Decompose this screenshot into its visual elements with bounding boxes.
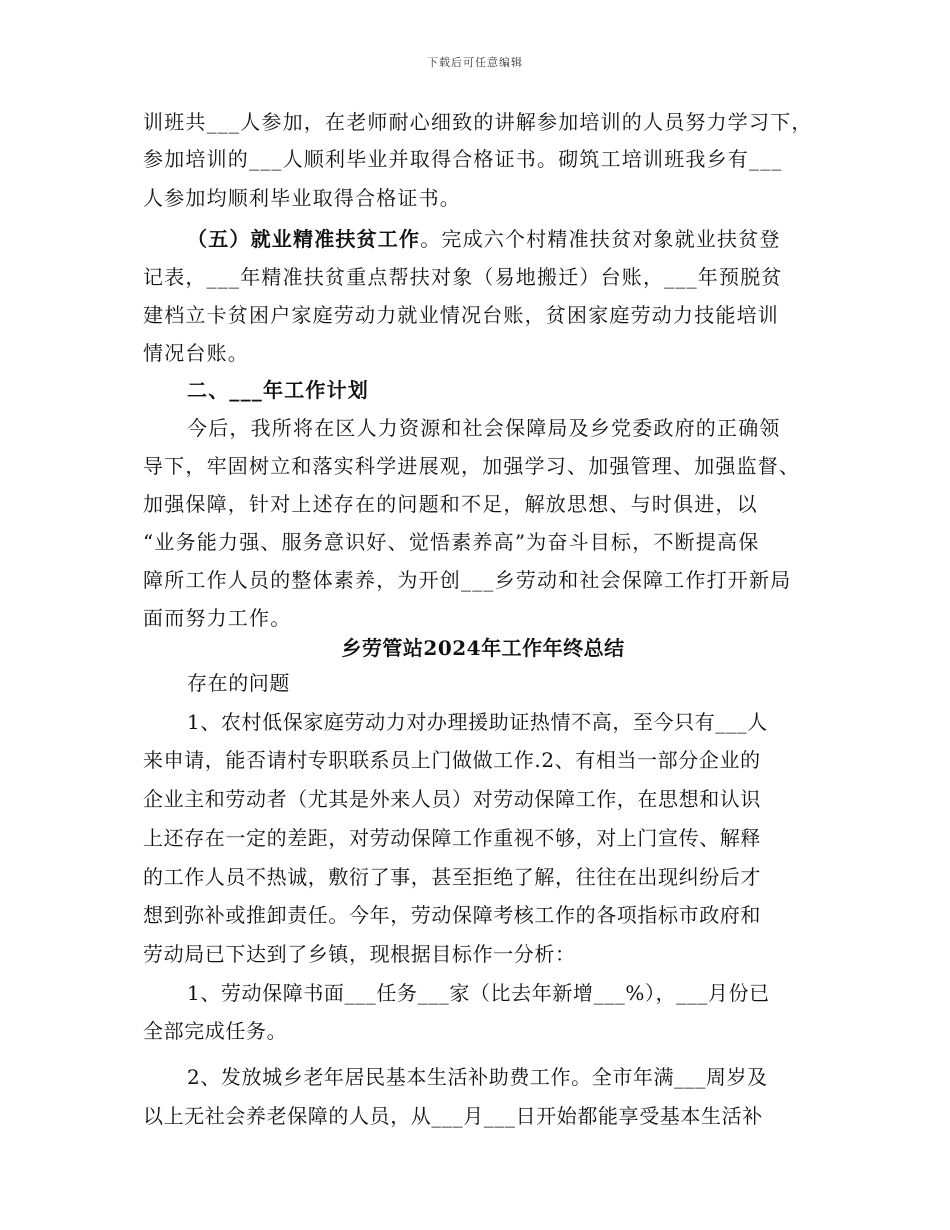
paragraph-line: 全部完成任务。 [143,1019,288,1043]
section-title: 乡劳管站2024年工作年终总结 [341,636,625,660]
item5-text: 。完成六个村精准扶贫对象就业扶贫登 [420,227,781,251]
paragraph-line: 情况台账。 [143,341,249,365]
paragraph-line: 建档立卡贫困户家庭劳动力就业情况台账，贫困家庭劳动力技能培训 [143,303,779,327]
paragraph-line: 想到弥补或推卸责任。今年，劳动保障考核工作的各项指标市政府和 [143,903,761,927]
paragraph-line: 面而努力工作。 [143,606,292,630]
page-header-watermark: 下载后可任意编辑 [427,56,523,69]
paragraph-line: 今后，我所将在区人力资源和社会保障局及乡党委政府的正确领 [187,416,781,440]
paragraph-line: 加强保障，针对上述存在的问题和不足，解放思想、与时俱进，以 [143,492,758,516]
paragraph-line: “业务能力强、服务意识好、觉悟素养高”为奋斗目标，不断提高保 [143,530,760,554]
item5-heading: （五）就业精准扶贫工作 [187,227,421,251]
paragraph-line: 劳动局已下达到了乡镇，现根据目标作一分析： [143,942,576,966]
paragraph-line: 参加培训的___人顺利毕业并取得合格证书。砌筑工培训班我乡有___ [143,147,783,171]
paragraph-line: 人参加均顺利毕业取得合格证书。 [143,186,461,210]
paragraph-line: 以上无社会养老保障的人员，从___月___日开始都能享受基本生活补 [143,1104,763,1128]
item5-line [187,229,781,249]
paragraph-line: 存在的问题 [187,671,290,695]
paragraph-line: 训班共___人参加，在老师耐心细致的讲解参加培训的人员努力学习下， [143,110,813,134]
paragraph-line: 1、劳动保障书面___任务___家（比去年新增___%），___月份已 [187,981,770,1005]
paragraph-line: 上还存在一定的差距，对劳动保障工作重视不够，对上门宣传、解释 [143,826,761,850]
paragraph-line: 企业主和劳动者（尤其是外来人员）对劳动保障工作，在思想和认识 [143,787,761,811]
paragraph-line: 导下，牢固树立和落实科学进展观，加强学习、加强管理、加强监督、 [143,454,801,478]
paragraph-line: 1、农村低保家庭劳动力对办理援助证热情不高，至今只有___人 [187,710,768,734]
paragraph-line: 来申请，能否请村专职联系员上门做做工作.2、有相当一部分企业的 [143,748,761,772]
paragraph-line: 的工作人员不热诚，敷衍了事，甚至拒绝了解，往往在出现纠纷后才 [143,865,761,889]
plan-heading: 二、___年工作计划 [187,378,369,402]
paragraph-line: 2、发放城乡老年居民基本生活补助费工作。全市年满___周岁及 [187,1065,768,1089]
paragraph-line: 记表，___年精准扶贫重点帮扶对象（易地搬迁）台账，___年预脱贫 [143,265,783,289]
paragraph-line: 障所工作人员的整体素养，为开创___乡劳动和社会保障工作打开新局 [143,568,792,592]
